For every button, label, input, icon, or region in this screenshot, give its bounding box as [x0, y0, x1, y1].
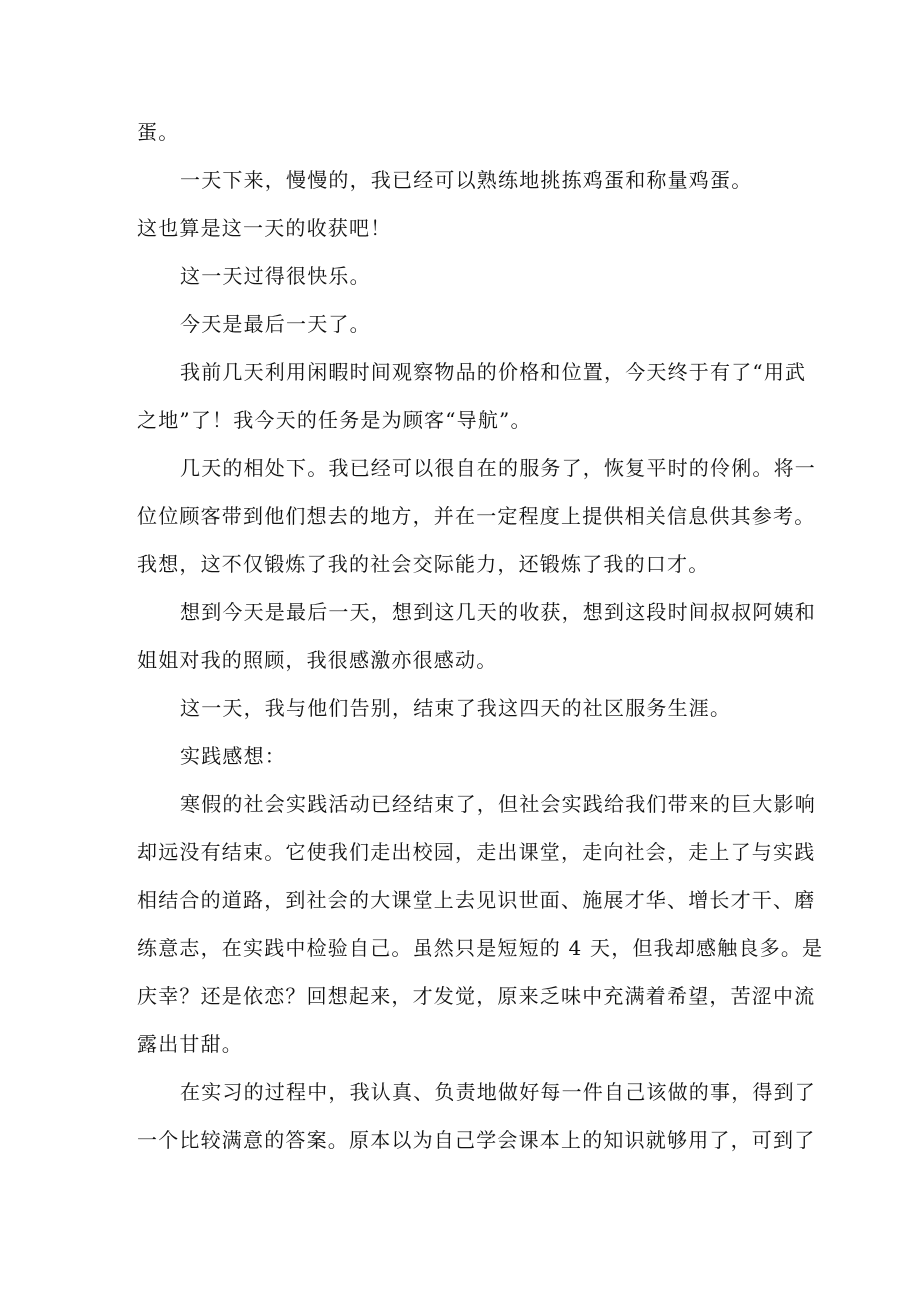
- text-line: 几天的相处下。我已经可以很自在的服务了，恢复平时的伶俐。将一: [180, 456, 816, 480]
- text-line: 庆幸？还是依恋？回想起来，才发觉，原来乏味中充满着希望，苦涩中流: [137, 984, 816, 1008]
- text-line: 一个比较满意的答案。原本以为自己学会课本上的知识就够用了，可到了: [137, 1128, 816, 1152]
- text-line: 今天是最后一天了。: [180, 312, 371, 336]
- text-line: 练意志，在实践中检验自己。虽然只是短短的 4 天，但我却感触良多。是: [137, 936, 824, 960]
- text-line: 寒假的社会实践活动已经结束了，但社会实践给我们带来的巨大影响: [180, 792, 816, 816]
- text-line: 想到今天是最后一天，想到这几天的收获，想到这段时间叔叔阿姨和: [180, 600, 816, 624]
- text-line: 我想，这不仅锻炼了我的社会交际能力，还锻炼了我的口才。: [137, 552, 710, 576]
- text-line: 位位顾客带到他们想去的地方，并在一定程度上提供相关信息供其参考。: [137, 504, 816, 528]
- text-line: 这一天，我与他们告别，结束了我这四天的社区服务生涯。: [180, 696, 732, 720]
- text-line: 我前几天利用闲暇时间观察物品的价格和位置，今天终于有了“用武: [180, 360, 807, 384]
- text-line: 在实习的过程中，我认真、负责地做好每一件自己该做的事，得到了: [180, 1080, 816, 1104]
- text-line: 姐姐对我的照顾，我很感激亦很感动。: [137, 648, 498, 672]
- text-line: 蛋。: [137, 120, 180, 144]
- text-line: 相结合的道路，到社会的大课堂上去见识世面、施展才华、增长才干、磨: [137, 888, 816, 912]
- text-line: 露出甘甜。: [137, 1032, 243, 1056]
- text-line: 却远没有结束。它使我们走出校园，走出课堂，走向社会，走上了与实践: [137, 840, 816, 864]
- text-line: 之地”了！我今天的任务是为顾客“导航”。: [137, 408, 532, 432]
- section-heading: 实践感想：: [180, 744, 286, 768]
- text-line: 这一天过得很快乐。: [180, 264, 371, 288]
- text-line: 这也算是这一天的收获吧！: [137, 216, 392, 240]
- text-line: 一天下来，慢慢的，我已经可以熟练地挑拣鸡蛋和称量鸡蛋。: [180, 168, 753, 192]
